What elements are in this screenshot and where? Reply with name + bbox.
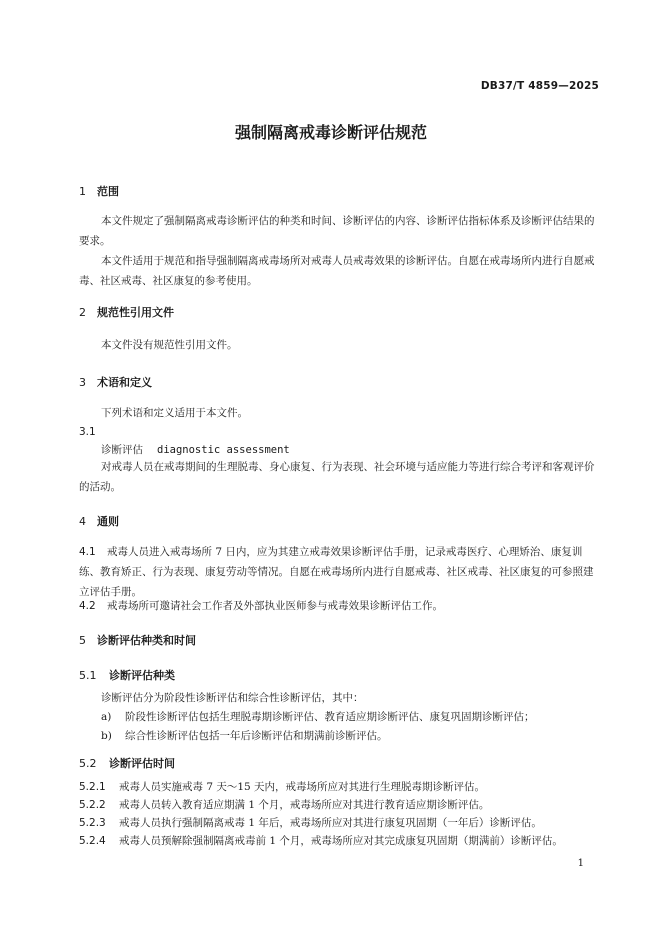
clause-text: 戒毒场所可邀请社会工作者及外部执业医师参与戒毒效果诊断评估工作。: [107, 600, 443, 612]
clause-number: 5.2.4: [79, 835, 106, 847]
list-marker: b): [101, 730, 112, 742]
clause-number: 5.2.2: [79, 799, 106, 811]
paragraph: 下列术语和定义适用于本文件。: [101, 407, 248, 419]
subsection-number: 5.1: [79, 669, 97, 682]
paragraph: 本文件没有规范性引用文件。: [101, 339, 238, 351]
subsection-title: 诊断评估种类: [109, 669, 175, 682]
list-text: 阶段性诊断评估包括生理脱毒期诊断评估、教育适应期诊断评估、康复巩固期诊断评估；: [125, 711, 535, 723]
subsection-heading-types: [79, 667, 175, 683]
subsection-title: 诊断评估时间: [109, 757, 175, 770]
section-number: 1: [79, 185, 86, 198]
page-number: 1: [577, 858, 584, 869]
section-number: 5: [79, 634, 86, 647]
document-code: DB37/T 4859—2025: [480, 80, 599, 92]
section-number: 3: [79, 376, 86, 389]
list-item: [79, 813, 542, 833]
paragraph: 诊断评估分为阶段性诊断评估和综合性诊断评估，其中：: [101, 692, 364, 704]
list-marker: a): [101, 711, 112, 723]
clause-text: 戒毒人员进入戒毒场所 7 日内，应为其建立戒毒效果诊断评估手册，记录戒毒医疗、心理矫治、康复训练、教育矫正、行为表现、康复劳动等情况。自愿在戒毒场所内进行自愿戒毒、社区戒毒、社区康复的可参照建立评估手册。: [79, 546, 594, 598]
paragraph: 本文件规定了强制隔离戒毒诊断评估的种类和时间、诊断评估的内容、诊断评估指标体系及诊断评估结果的要求。: [79, 215, 595, 247]
list-item: [79, 831, 563, 851]
section-heading-general: [79, 513, 119, 529]
section-heading-normative-references: [79, 304, 174, 320]
paragraph: 本文件适用于规范和指导强制隔离戒毒场所对戒毒人员戒毒效果的诊断评估。自愿在戒毒场所内进行自愿戒毒、社区戒毒、社区康复的参考使用。: [79, 255, 595, 287]
section-heading-types-and-time: [79, 632, 196, 648]
clause-number: 5.2.1: [79, 781, 106, 793]
list-text: 综合性诊断评估包括一年后诊断评估和期满前诊断评估。: [125, 730, 388, 742]
list-item: [79, 795, 489, 815]
list-item: [101, 726, 388, 746]
section-title: 范围: [97, 185, 119, 198]
clause-4-2: [79, 596, 443, 616]
clause-text: 戒毒人员转入教育适应期满 1 个月，戒毒场所应对其进行教育适应期诊断评估。: [119, 799, 490, 811]
clause-number: 4.1: [79, 546, 96, 558]
section-heading-terms: [79, 374, 152, 390]
subsection-heading-time: [79, 755, 175, 771]
clause-number: 5.2.3: [79, 817, 106, 829]
term-entry: [101, 442, 290, 457]
clause-text: 戒毒人员执行强制隔离戒毒 1 年后，戒毒场所应对其进行康复巩固期（一年后）诊断评估。: [119, 817, 542, 829]
document-title: 强制隔离戒毒诊断评估规范: [234, 123, 427, 142]
section-title: 诊断评估种类和时间: [97, 634, 196, 647]
list-item: [79, 777, 485, 797]
section-number: 2: [79, 306, 86, 319]
term-english: diagnostic assessment: [157, 444, 290, 456]
section-title: 规范性引用文件: [97, 306, 174, 319]
list-item: [101, 707, 535, 727]
term-chinese: 诊断评估: [101, 444, 143, 456]
section-number: 4: [79, 515, 86, 528]
section-title: 通则: [97, 515, 119, 528]
section-heading-scope: [79, 183, 119, 199]
subsection-number: 5.2: [79, 757, 97, 770]
term-number: 3.1: [79, 426, 96, 438]
section-title: 术语和定义: [97, 376, 152, 389]
clause-number: 4.2: [79, 600, 96, 612]
clause-4-1: [79, 542, 599, 602]
clause-text: 戒毒人员预解除强制隔离戒毒前 1 个月，戒毒场所应对其完成康复巩固期（期满前）诊断评估。: [119, 835, 563, 847]
clause-text: 戒毒人员实施戒毒 7 天～15 天内，戒毒场所应对其进行生理脱毒期诊断评估。: [119, 781, 486, 793]
term-definition: 对戒毒人员在戒毒期间的生理脱毒、身心康复、行为表现、社会环境与适应能力等进行综合考评和客观评价的活动。: [79, 461, 595, 493]
